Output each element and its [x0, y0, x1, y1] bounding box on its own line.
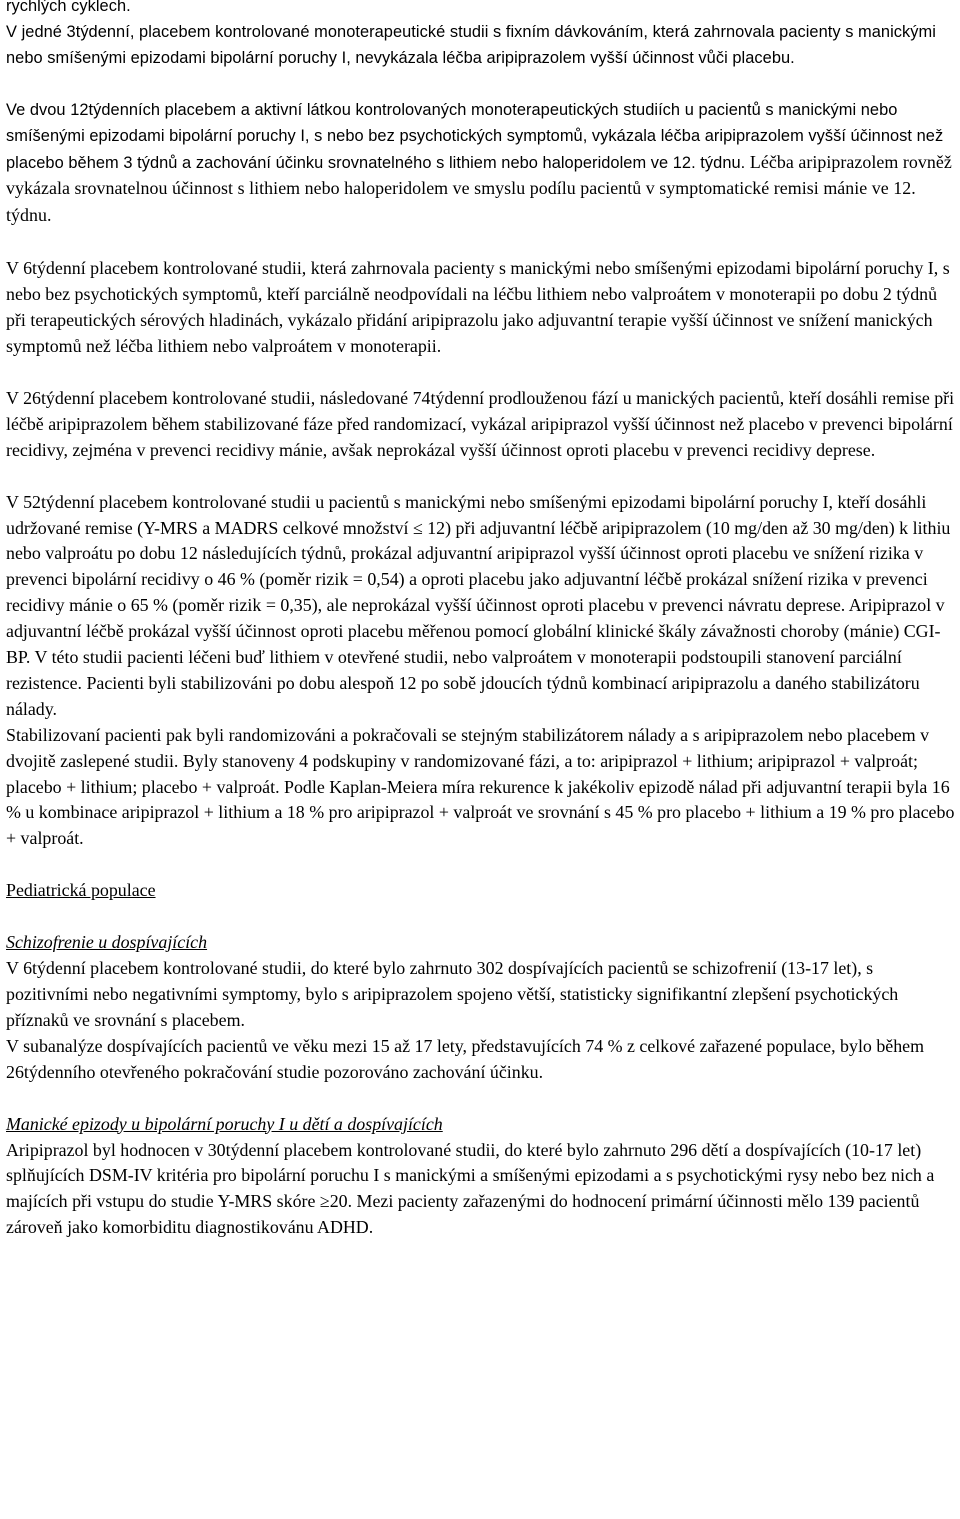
paragraph-6-week-adjunct: V 6týdenní placebem kontrolované studii, která zahrnovala pacienty s manickými nebo smíšenými epizodami bipolární poruchy I, s nebo bez psychotických symptomů, kteří parciálně neodpovídali na léčbu lithiem nebo valproátem v monoterapii po dobu 2 týdnů při terapeutických sérových hladinách, vykázalo přidání aripiprazolu jako adjuvantní terapie vyšší účinnost ve snížení manických symptomů než léčba lithiem nebo valproátem v monoterapii.	[6, 258, 950, 356]
heading-schizophrenia-adolescents: Schizofrenie u dospívajících	[6, 932, 208, 953]
paragraph-12-week-studies	[6, 98, 958, 231]
paragraph-intro-tail: rychlých cyklech.	[6, 0, 131, 15]
paragraph-subanalysis: V subanalýze dospívajících pacientů ve věku mezi 15 až 17 lety, představujících 74 % z celkové zařazené populace, bylo během 26týdenního otevřeného pokračování studie pozorováno zachování účinku.	[6, 1035, 925, 1082]
paragraph-26-week-study: V 26týdenní placebem kontrolované studii, následované 74týdenní prodlouženou fází u manických pacientů, kteří dosáhli remise při léčbě aripiprazolem během stabilizované fáze před randomizací, vykázal aripiprazol vyšší účinnost než placebo v prevenci bipolární recidivy, zejména v prevenci recidivy mánie, avšak neprokázal vyšší účinnost oproti placebu v prevenci recidivy deprese.	[6, 387, 955, 460]
paragraph-6-week-adolescents: V 6týdenní placebem kontrolované studii, do které bylo zahrnuto 302 dospívajících pacientů se schizofrenií (13-17 let), s pozitivními nebo negativními symptomy, bylo s aripiprazolem spojeno větší, statisticky signifikantní zlepšení psychotických příznaků ve srovnání s placebem.	[6, 958, 899, 1030]
paragraph-52-week-study: V 52týdenní placebem kontrolované studii u pacientů s manickými nebo smíšenými epizodami bipolární poruchy I, kteří dosáhli udržované remise (Y-MRS a MADRS celkové množství ≤ 12) při adjuvantní léčbě aripiprazolem (10 mg/den až 30 mg/den) k lithiu nebo valproátu po dobu 12 následujících týdnů, prokázal adjuvantní aripiprazol vyšší účinnost oproti placebu ve snížení rizika v prevenci bipolární recidivy o 46 % (poměr rizik = 0,54) a oproti placebu jako adjuvantní léčbě prokázal snížení rizika v prevenci recidivy mánie o 65 % (poměr rizik = 0,35), ale neprokázal vyšší účinnost oproti placebu v prevenci návratu deprese. Aripiprazol v adjuvantní léčbě prokázal vyšší účinnost oproti placebu měřenou pomocí globální klinické škály závažnosti choroby (mánie) CGI-BP. V této studii pacienti léčeni buď lithiem v otevřené studii, nebo valproátem v monoterapii podstoupili stanovení parciální rezistence. Pacienti byli stabilizováni po dobu alespoň 12 po sobě jdoucích týdnů kombinací aripiprazolu a daného stabilizátoru nálady.	[6, 491, 951, 719]
paragraph-stabilized-patients: Stabilizovaní pacienti pak byli randomizováni a pokračovali se stejným stabilizátorem nálady a s aripiprazolem nebo placebem v dvojitě zaslepené studii. Byly stanoveny 4 podskupiny v randomizované fázi, a to: aripiprazol + lithium; aripiprazol + valproát; placebo + lithium; placebo + valproát. Podle Kaplan-Meiera míra rekurence k jakékoliv epizodě nálad při adjuvantní terapii byla 16 % u kombinace aripiprazol + lithium a 18 % pro aripiprazol + valproát ve srovnání s 45 % pro placebo + lithium a 19 % pro placebo + valproát.	[6, 724, 955, 849]
paragraph-30-week-study: Aripiprazol byl hodnocen v 30týdenní placebem kontrolované studii, do které bylo zahrnuto 296 dětí a dospívajících (10-17 let) splňujících DSM-IV kritéria pro bipolární poruchu I s manickými a smíšenými epizodami a s psychotickými rysy nebo bez nich a majících při vstupu do studie Y-MRS skóre ≥20. Mezi pacienty zařazenými do hodnocení primární účinnosti mělo 139 pacientů zároveň jako komorbiditu diagnostikovánu ADHD.	[6, 1139, 935, 1238]
heading-pediatric-population: Pediatrická populace	[6, 880, 156, 901]
heading-manic-episodes-children: Manické epizody u bipolární poruchy I u dětí a dospívajících	[6, 1113, 443, 1134]
document-page	[6, 0, 958, 1241]
paragraph-12-week-studies-text: Ve dvou 12týdenních placebem a aktivní látkou kontrolovaných monoterapeutických studiích u pacientů s manickými nebo smíšenými epizodami bipolární poruchy I, s nebo bez psychotických symptomů, vykázala léčba aripiprazolem vyšší účinnost než placebo během 3 týdnů a zachování účinku srovnatelného s lithiem nebo haloperidolem ve 12. týdnu.	[6, 100, 944, 172]
paragraph-12-week-remission: Léčba aripiprazolem rovněž vykázala srovnatelnou účinnost s lithiem nebo haloperidolem ve smyslu podílu pacientů v symptomatické remisi mánie ve 12. týdnu.	[6, 151, 952, 226]
paragraph-3-week-study: V jedné 3týdenní, placebem kontrolované monoterapeutické studii s fixním dávkováním, která zahrnovala pacienty s manickými nebo smíšenými epizodami bipolární poruchy I, nevykázala léčba aripiprazolem vyšší účinnost vůči placebu.	[6, 22, 936, 67]
